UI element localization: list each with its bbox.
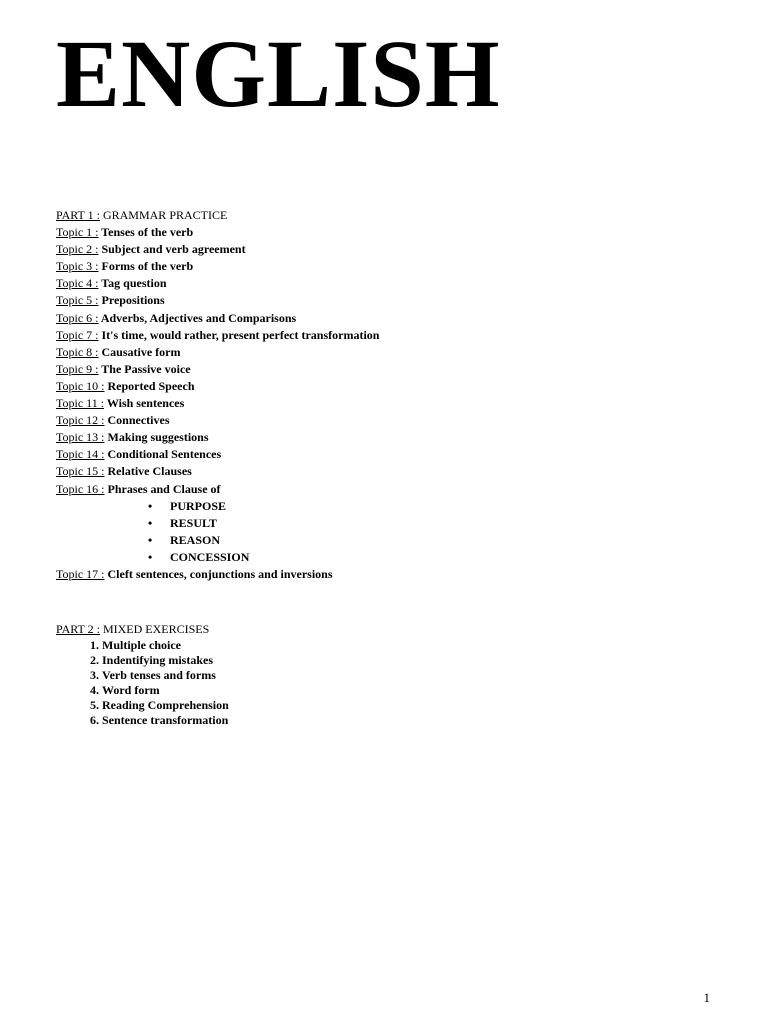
part2-section	[56, 621, 229, 728]
list-item: 6. Sentence transformation	[102, 713, 229, 728]
exercise-list	[56, 638, 229, 728]
topic-line	[56, 463, 379, 480]
topic-text: The Passive voice	[98, 361, 191, 376]
page-number: 1	[703, 990, 710, 1005]
part1-heading	[56, 207, 379, 224]
part2-heading	[56, 621, 229, 638]
topic-text: Causative form	[98, 344, 181, 359]
list-item: • REASON	[170, 532, 379, 549]
topic-text: Phrases and Clause of	[104, 481, 221, 496]
part1-label: PART 1 :	[56, 208, 100, 222]
topic-line	[56, 224, 379, 241]
topic-line	[56, 292, 379, 309]
topic-text: Relative Clauses	[104, 464, 192, 479]
topic-label: Topic 8 :	[56, 344, 99, 359]
list-item: • PURPOSE	[170, 498, 379, 515]
topic-label: Topic 17 :	[56, 566, 105, 581]
topic-line	[56, 258, 379, 275]
topic-label: Topic 13 :	[56, 430, 105, 445]
document-title: ENGLISH	[56, 20, 501, 127]
clause-types-list	[56, 498, 379, 566]
list-item: 3. Verb tenses and forms	[102, 668, 229, 683]
topic-label: Topic 5 :	[56, 293, 99, 308]
list-item: 2. Indentifying mistakes	[102, 653, 229, 668]
list-item: 1. Multiple choice	[102, 638, 229, 653]
topic-line	[56, 566, 379, 583]
list-item: • RESULT	[170, 515, 379, 532]
topic-text: It's time, would rather, present perfect transformation	[98, 327, 380, 342]
topic-label: Topic 15 :	[56, 464, 105, 479]
topic-line	[56, 310, 379, 327]
topic-line	[56, 395, 379, 412]
topic-text: Forms of the verb	[98, 259, 194, 274]
topic-label: Topic 3 :	[56, 259, 99, 274]
topic-label: Topic 4 :	[56, 276, 99, 291]
part1-title: GRAMMAR PRACTICE	[99, 208, 228, 222]
topic-line	[56, 241, 379, 258]
topic-text: Prepositions	[98, 293, 165, 308]
list-item: 4. Word form	[102, 683, 229, 698]
topic-text: Making suggestions	[104, 430, 209, 445]
topic-line	[56, 481, 379, 498]
topic-label: Topic 2 :	[56, 242, 99, 257]
topic-text: Adverbs, Adjectives and Comparisons	[98, 310, 297, 325]
topic-text: Connectives	[104, 413, 170, 428]
topic-label: Topic 12 :	[56, 413, 105, 428]
part1-section	[56, 207, 379, 583]
topic-label: Topic 16 :	[56, 481, 105, 496]
topic-text: Tenses of the verb	[98, 225, 194, 240]
topic-label: Topic 11 :	[56, 396, 105, 411]
topic-text: Tag question	[98, 276, 167, 291]
topic-label: Topic 6 :	[56, 310, 99, 325]
part2-label: PART 2 :	[56, 622, 100, 636]
topic-line	[56, 327, 379, 344]
list-item: 5. Reading Comprehension	[102, 698, 229, 713]
topic-line	[56, 446, 379, 463]
topic-text: Cleft sentences, conjunctions and inversions	[104, 566, 333, 581]
topic-label: Topic 7 :	[56, 327, 99, 342]
topic-line	[56, 344, 379, 361]
topic-text: Conditional Sentences	[104, 447, 222, 462]
topic-line	[56, 378, 379, 395]
topic-label: Topic 10 :	[56, 378, 105, 393]
topic-line	[56, 361, 379, 378]
topic-label: Topic 9 :	[56, 361, 99, 376]
topic-label: Topic 1 :	[56, 225, 99, 240]
topic-line	[56, 275, 379, 292]
topic-label: Topic 14 :	[56, 447, 105, 462]
topic-text: Wish sentences	[104, 396, 185, 411]
list-item: • CONCESSION	[170, 549, 379, 566]
topic-text: Subject and verb agreement	[98, 242, 246, 257]
part2-title: MIXED EXERCISES	[99, 622, 210, 636]
topic-text: Reported Speech	[104, 378, 195, 393]
topic-line	[56, 429, 379, 446]
topic-line	[56, 412, 379, 429]
